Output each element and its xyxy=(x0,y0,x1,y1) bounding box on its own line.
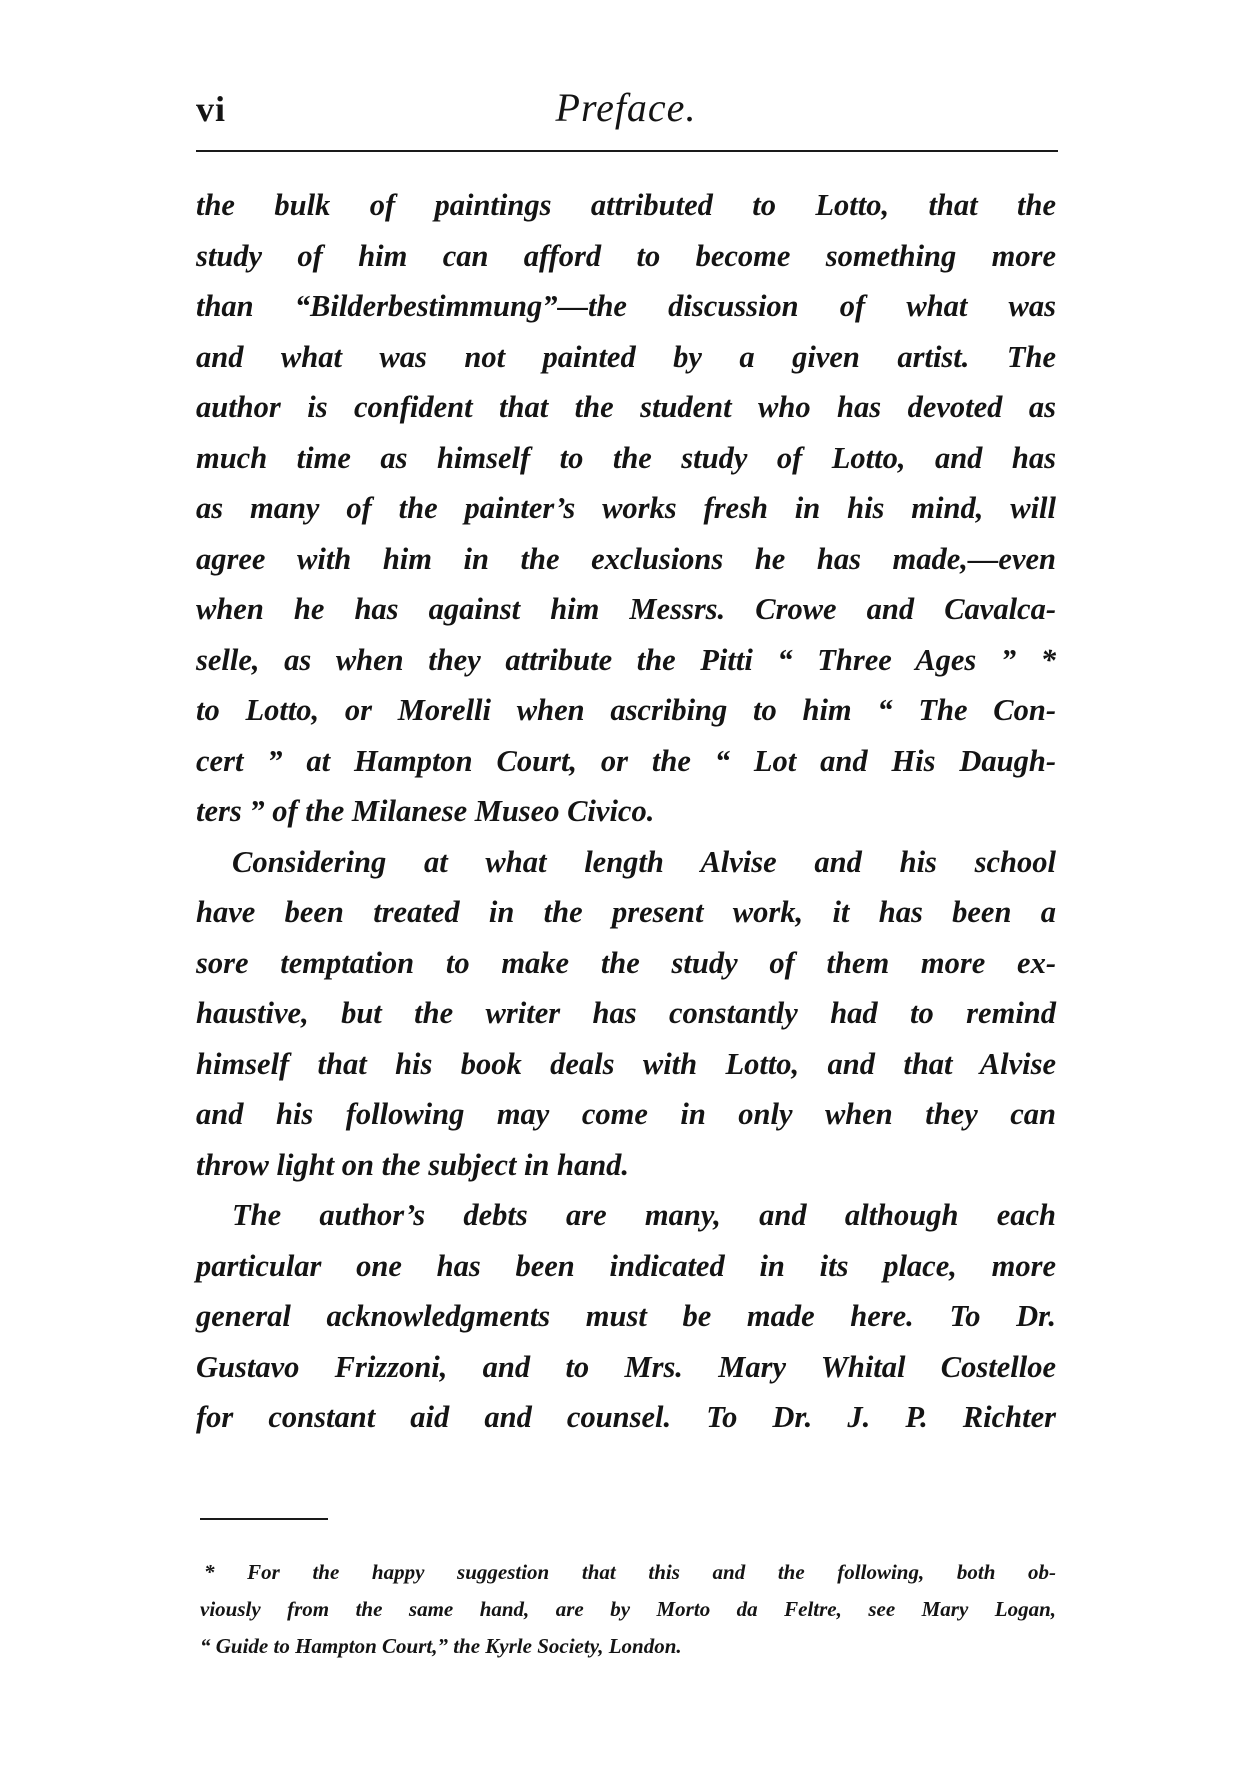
footnote-rule xyxy=(200,1518,328,1520)
text-line: Considering at what length Alvise and his school xyxy=(232,844,1056,879)
footnote-line: viously from the same hand, are by Morto da Feltre, see Mary Logan, xyxy=(200,1597,1056,1621)
text-line: Gustavo Frizzoni, and to Mrs. Mary Whital Costelloe xyxy=(196,1349,1056,1384)
text-line: and what was not painted by a given artist. The xyxy=(196,339,1056,374)
text-line: throw light on the subject in hand. xyxy=(196,1147,630,1182)
text-line: sore temptation to make the study of them more ex- xyxy=(196,945,1056,980)
text-line: than “Bilderbestimmung”—the discussion of what was xyxy=(196,289,1056,323)
paragraph-2 xyxy=(196,837,1056,1191)
text-line: to Lotto, or Morelli when ascribing to him “ The Con- xyxy=(196,693,1056,727)
text-line: as many of the painter’s works fresh in his mind, will xyxy=(196,491,1056,525)
page-number: vi xyxy=(196,89,227,129)
text-line: when he has against him Messrs. Crowe and Cavalca- xyxy=(196,592,1056,626)
text-line: agree with him in the exclusions he has made,—even xyxy=(196,541,1056,576)
text-line: general acknowledgments must be made here. To Dr. xyxy=(196,1299,1056,1333)
text-line: author is confident that the student who has devoted as xyxy=(196,390,1056,424)
text-line: haustive, but the writer has constantly had to remind xyxy=(196,996,1056,1030)
footnote-line: * For the happy suggestion that this and the following, both ob- xyxy=(204,1560,1056,1584)
text-line: much time as himself to the study of Lotto, and has xyxy=(196,440,1056,475)
footnote xyxy=(200,1554,1056,1665)
text-line: the bulk of paintings attributed to Lotto, that the xyxy=(196,188,1056,222)
paragraph-3 xyxy=(196,1190,1056,1443)
text-line: particular one has been indicated in its place, more xyxy=(196,1248,1056,1283)
page-header xyxy=(196,84,1056,142)
text-line: cert ” at Hampton Court, or the “ Lot and His Daugh- xyxy=(196,743,1056,778)
text-line: for constant aid and counsel. To Dr. J. P. Richter xyxy=(196,1400,1056,1434)
paragraph-1 xyxy=(196,180,1056,837)
header-rule xyxy=(196,150,1058,152)
text-line: study of him can afford to become something more xyxy=(196,238,1056,273)
body-text xyxy=(196,180,1056,1443)
text-line: selle, as when they attribute the Pitti “ Three Ages ” * xyxy=(196,642,1056,677)
text-line: The author’s debts are many, and although each xyxy=(232,1198,1056,1232)
text-line: and his following may come in only when they can xyxy=(196,1097,1056,1131)
text-line: himself that his book deals with Lotto, and that Alvise xyxy=(196,1046,1056,1081)
running-title: Preface. xyxy=(555,85,697,130)
text-line: ters ” of the Milanese Museo Civico. xyxy=(196,794,655,828)
footnote-line: “ Guide to Hampton Court,” the Kyrle Society, London. xyxy=(200,1634,682,1658)
text-line: have been treated in the present work, it has been a xyxy=(196,895,1056,929)
